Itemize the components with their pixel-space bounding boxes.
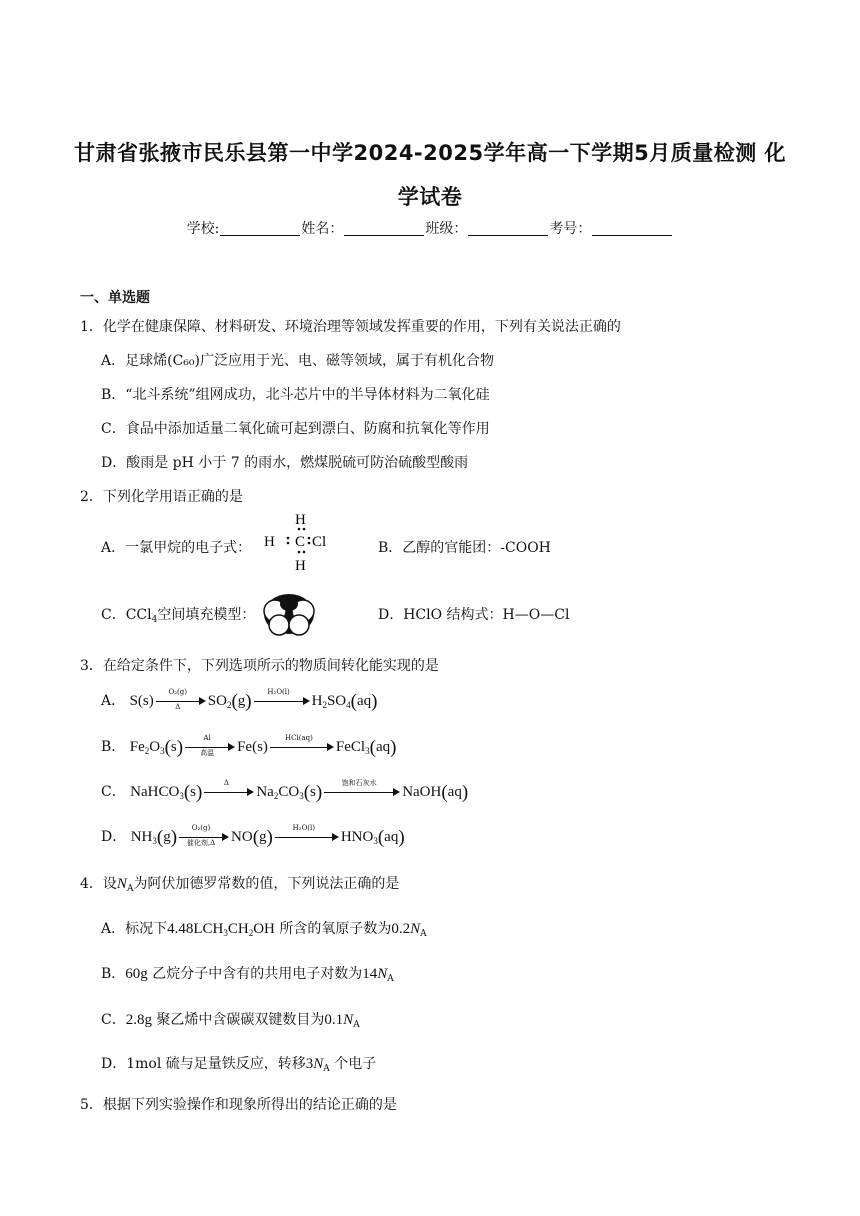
- section-heading: 一、单选题: [80, 290, 150, 306]
- option-d-suffix: 个电子: [334, 1056, 377, 1072]
- option-c-prefix: C．CCl: [101, 607, 152, 623]
- question-3-option-a: A． S(s) $\frac{\text{O₂(g)}}{\Delta}$ $SO_2(g)$ H₂O(l) $H_2SO_4(aq)$: [101, 688, 378, 712]
- reaction-arrow: [185, 734, 235, 757]
- option-c-subscript: 4: [151, 615, 158, 625]
- option-b-prefix: B．: [101, 966, 126, 982]
- option-c-suffix: 空间填充模型：: [157, 607, 256, 623]
- reaction-arrow: [324, 779, 400, 800]
- arrow-condition-bottom: 高温: [200, 749, 215, 757]
- question-5-stem: 5．根据下列实验操作和现象所得出的结论正确的是: [80, 1097, 397, 1113]
- arrow-condition-top: H₂O(l): [292, 824, 316, 832]
- arrow-condition-top: HCl(aq): [285, 734, 313, 742]
- question-1-option-c: C．食品中添加适量二氧化硫可起到漂白、防腐和抗氧化等作用: [101, 421, 490, 437]
- reaction-arrow: [179, 824, 229, 847]
- reaction-arrow: [270, 734, 334, 755]
- ccl4-space-filling-model: [259, 590, 319, 638]
- reaction-arrow: [156, 688, 206, 711]
- question-1-option-a: A．足球烯(C₆₀)广泛应用于光、电、磁等领域，属于有机化合物: [101, 353, 494, 369]
- question-4-option-a: A．标况下$4.48LCH_3CH_2OH$ 所含的氧原子数为$0.2N_A$: [101, 921, 427, 939]
- reaction-arrow: [275, 824, 339, 845]
- option-d-prefix: D．1mol 硫与足量铁反应，转移: [101, 1056, 306, 1072]
- school-blank: [220, 221, 300, 236]
- lewis-c: C: [295, 534, 306, 550]
- exam-number-blank: [592, 221, 672, 236]
- option-a-prefix: A．标况下: [101, 921, 168, 937]
- class-label: 班级：: [425, 221, 468, 237]
- lewis-cl: Cl: [312, 534, 327, 550]
- arrow-condition-bottom: 催化剂,Δ: [186, 839, 216, 847]
- question-1-option-d: D．酸雨是 pH 小于 7 的雨水，燃煤脱硫可防治硫酸型酸雨: [101, 455, 469, 471]
- question-4-option-b: B．60g 乙烷分子中含有的共用电子对数为$14N_A$: [101, 966, 394, 984]
- option-label: B．: [101, 739, 126, 755]
- arrow-condition-bottom: Δ: [175, 703, 181, 711]
- arrow-condition-top: Al: [203, 734, 211, 742]
- name-label: 姓名：: [301, 221, 344, 237]
- question-3-option-b: B． $Fe_2O_3(s)$ Al 高温 Fe(s) HCl(aq) FeCl$_3$(aq): [101, 734, 397, 758]
- question-2-option-a: A．一氯甲烷的电子式：: [101, 540, 252, 556]
- arrow-condition-top: Δ: [223, 779, 229, 787]
- question-4-option-d: D．1mol 硫与足量铁反应，转移$3N_A$ 个电子: [101, 1056, 377, 1074]
- question-4-stem: 4．设$N_A$为阿伏加德罗常数的值，下列说法正确的是: [80, 876, 400, 894]
- question-2-option-c: [101, 604, 255, 625]
- option-label: C．: [101, 784, 126, 800]
- question-4-option-c: C．2.8g 聚乙烯中含碳碳双键数目为$0.1N_A$: [101, 1012, 360, 1030]
- question-3-stem: 3．在给定条件下，下列选项所示的物质间转化能实现的是: [80, 658, 439, 674]
- reaction-arrow: [254, 688, 310, 709]
- option-c-middle: 聚乙烯中含碳碳双键数目为: [156, 1012, 325, 1028]
- lewis-h-bottom: H: [295, 558, 306, 574]
- arrow-condition-top: 饱和石灰水: [341, 779, 377, 787]
- question-2-stem: 2．下列化学用语正确的是: [80, 489, 243, 505]
- question-3-option-c: C． NaHCO$_3$(s) Δ $Na_2CO_3(s)$ 饱和石灰水 NaOH(aq): [101, 779, 469, 803]
- exam-title-line2: 学试卷: [397, 185, 463, 209]
- exam-number-label: 考号：: [549, 221, 592, 237]
- arrow-condition-top: O₂(g): [168, 688, 187, 696]
- question-2-option-d: D．HClO 结构式：H—O—Cl: [378, 607, 570, 623]
- exam-title-line1: 甘肃省张掖市民乐县第一中学2024-2025学年高一下学期5月质量检测 化: [73, 141, 787, 165]
- class-blank: [468, 221, 548, 236]
- question-2-option-b: B．乙醇的官能团：-COOH: [378, 540, 551, 556]
- reaction-arrow: [204, 779, 254, 800]
- option-b-middle: 乙烷分子中含有的共用电子对数为: [152, 966, 363, 982]
- option-label: D．: [101, 829, 127, 845]
- stem-prefix: 4．设: [80, 876, 117, 892]
- option-a-middle: 所含的氧原子数为: [279, 921, 392, 937]
- lewis-h-left: H: [264, 534, 275, 550]
- arrow-condition-top: O₂(g): [191, 824, 211, 832]
- arrow-condition-top: H₂O(l): [267, 688, 290, 696]
- option-c-prefix: C．: [101, 1012, 126, 1028]
- student-info-row: [0, 218, 860, 238]
- question-1-stem: 1．化学在健康保障、材料研发、环境治理等领域发挥重要的作用，下列有关说法正确的: [80, 319, 621, 335]
- question-1-option-b: B．“北斗系统”组网成功，北斗芯片中的半导体材料为二氧化硅: [101, 387, 490, 403]
- option-label: A．: [101, 693, 126, 709]
- question-3-option-d: D． $NH_3(g)$ O₂(g) 催化剂,Δ NO(g) H₂O(l) $HNO_3(aq)$: [101, 824, 405, 848]
- name-blank: [344, 221, 424, 236]
- chloromethane-electron-formula: [262, 510, 332, 574]
- lewis-h-top: H: [295, 512, 306, 528]
- school-label: 学校:: [186, 221, 220, 237]
- stem-suffix: 为阿伏加德罗常数的值，下列说法正确的是: [133, 876, 400, 892]
